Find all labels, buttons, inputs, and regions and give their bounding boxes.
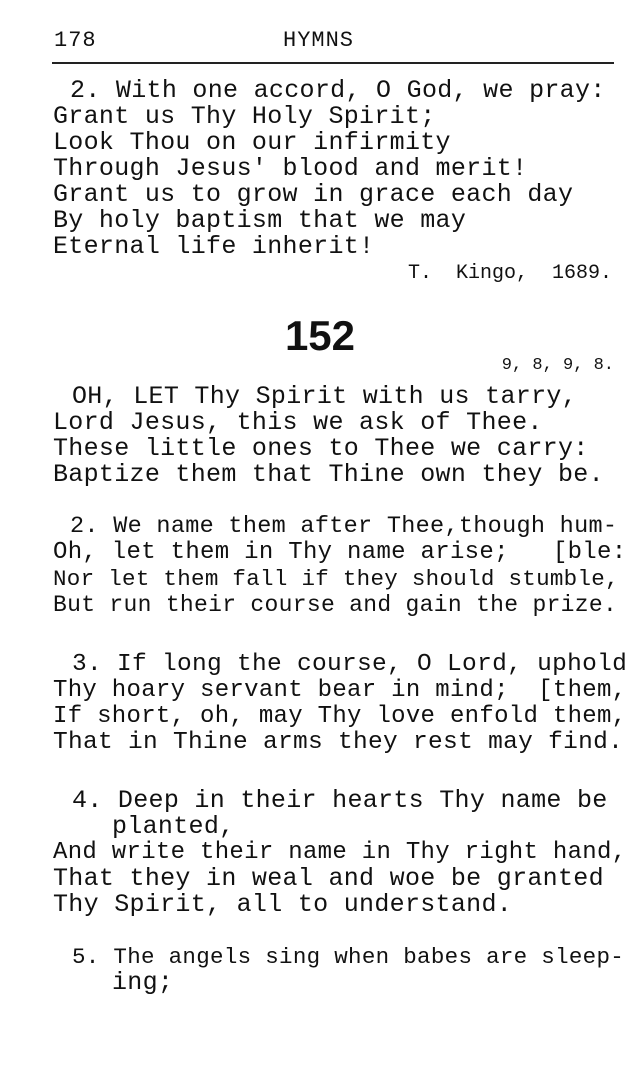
verse-line: OH, LET Thy Spirit with us tarry, (72, 382, 577, 411)
verse-line: If short, oh, may Thy love enfold them, (53, 703, 627, 730)
verse-line: That in Thine arms they rest may find. (53, 729, 624, 756)
header-rule (52, 62, 614, 64)
verse-line: That they in weal and woe be granted (53, 864, 604, 893)
verse-line: And write their name in Thy right hand, (53, 839, 627, 866)
verse-line: Grant us to grow in grace each day (53, 180, 574, 209)
verse-line: Lord Jesus, this we ask of Thee. (53, 408, 543, 437)
verse-line: 3. If long the course, O Lord, uphold (72, 651, 628, 678)
hymn-number: 152 (284, 312, 356, 359)
verse-line: By holy baptism that we may (53, 206, 467, 235)
verse-line: Through Jesus' blood and merit! (53, 154, 528, 183)
verse-line: Oh, let them in Thy name arise; [ble: (53, 539, 627, 566)
verse-line: ing; (112, 968, 174, 997)
verse-line: 4. Deep in their hearts Thy name be (72, 786, 608, 815)
verse-line: 2. With one accord, O God, we pray: (70, 76, 606, 105)
verse-line: Nor let them fall if they should stumble, (53, 566, 619, 592)
verse-line: Thy Spirit, all to understand. (53, 890, 513, 919)
running-title: HYMNS (283, 28, 355, 53)
page-number: 178 (54, 28, 97, 53)
verse-line: Eternal life inherit! (53, 232, 375, 261)
verse-line: 5. The angels sing when babes are sleep- (72, 944, 625, 970)
verse-line: But run their course and gain the prize. (53, 592, 618, 618)
verse-line: These little ones to Thee we carry: (53, 434, 589, 463)
verse-line: Baptize them that Thine own they be. (53, 460, 604, 489)
verse-line: planted, (112, 812, 235, 841)
author-attribution: T. Kingo, 1689. (407, 262, 612, 285)
verse-line: 2. We name them after Thee,though hum- (70, 513, 618, 540)
verse-line: Thy hoary servant bear in mind; [them, (53, 677, 627, 704)
verse-line: Look Thou on our infirmity (53, 128, 451, 157)
meter-label: 9, 8, 9, 8. (501, 356, 614, 375)
verse-line: Grant us Thy Holy Spirit; (53, 102, 436, 131)
